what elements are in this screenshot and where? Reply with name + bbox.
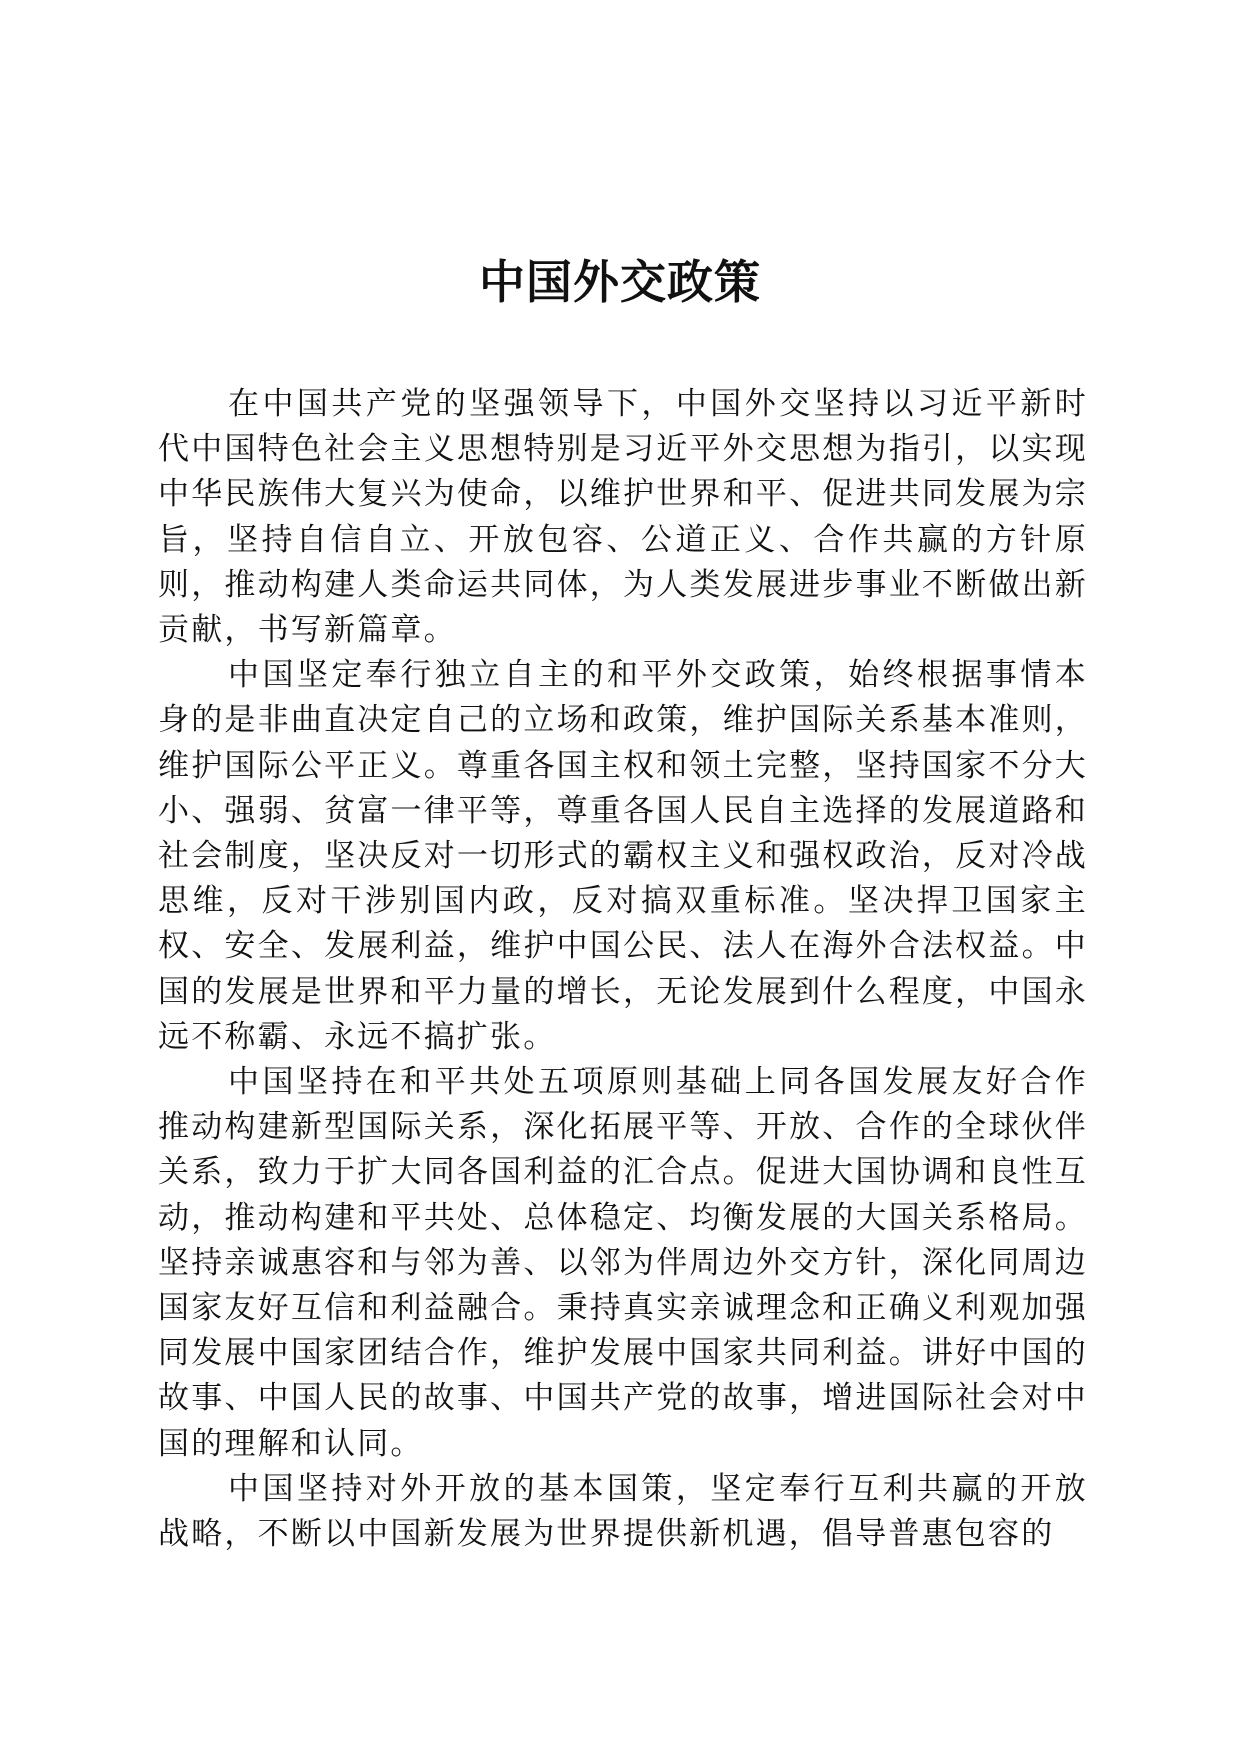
paragraph-4: 中国坚持对外开放的基本国策，坚定奉行互利共赢的开放战略，不断以中国新发展为世界提供新机遇，倡导普惠包容的 bbox=[158, 1470, 1088, 1553]
paragraph-3: 中国坚持在和平共处五项原则基础上同各国发展友好合作推动构建新型国际关系，深化拓展平等、开放、合作的全球伙伴关系，致力于扩大同各国利益的汇合点。促进大国协调和良性互动，推动构建和平共处、总体稳定、均衡发展的大国关系格局。坚持亲诚惠容和与邻为善、以邻为伴周边外交方针，深化同周边国家友好互信和利益融合。秉持真实亲诚理念和正确义利观加强同发展中国家团结合作，维护发展中国家共同利益。讲好中国的故事、中国人民的故事、中国共产党的故事，增进国际社会对中国的理解和认同。 bbox=[158, 1064, 1088, 1462]
document-title: 中国外交政策 bbox=[479, 255, 761, 309]
paragraph-2: 中国坚定奉行独立自主的和平外交政策，始终根据事情本身的是非曲直决定自己的立场和政策，维护国际关系基本准则，维护国际公平正义。尊重各国主权和领土完整，坚持国家不分大小、强弱、贫富一律平等，尊重各国人民自主选择的发展道路和社会制度，坚决反对一切形式的霸权主义和强权政治，反对冷战思维，反对干涉别国内政，反对搞双重标准。坚决捍卫国家主权、安全、发展利益，维护中国公民、法人在海外合法权益。中国的发展是世界和平力量的增长，无论发展到什么程度，中国永远不称霸、永远不搞扩张。 bbox=[158, 657, 1088, 1055]
document-body bbox=[158, 382, 1088, 1557]
paragraph-1: 在中国共产党的坚强领导下，中国外交坚持以习近平新时代中国特色社会主义思想特别是习近平外交思想为指引，以实现中华民族伟大复兴为使命，以维护世界和平、促进共同发展为宗旨，坚持自信自立、开放包容、公道正义、合作共赢的方针原则，推动构建人类命运共同体，为人类发展进步事业不断做出新贡献，书写新篇章。 bbox=[158, 386, 1088, 649]
